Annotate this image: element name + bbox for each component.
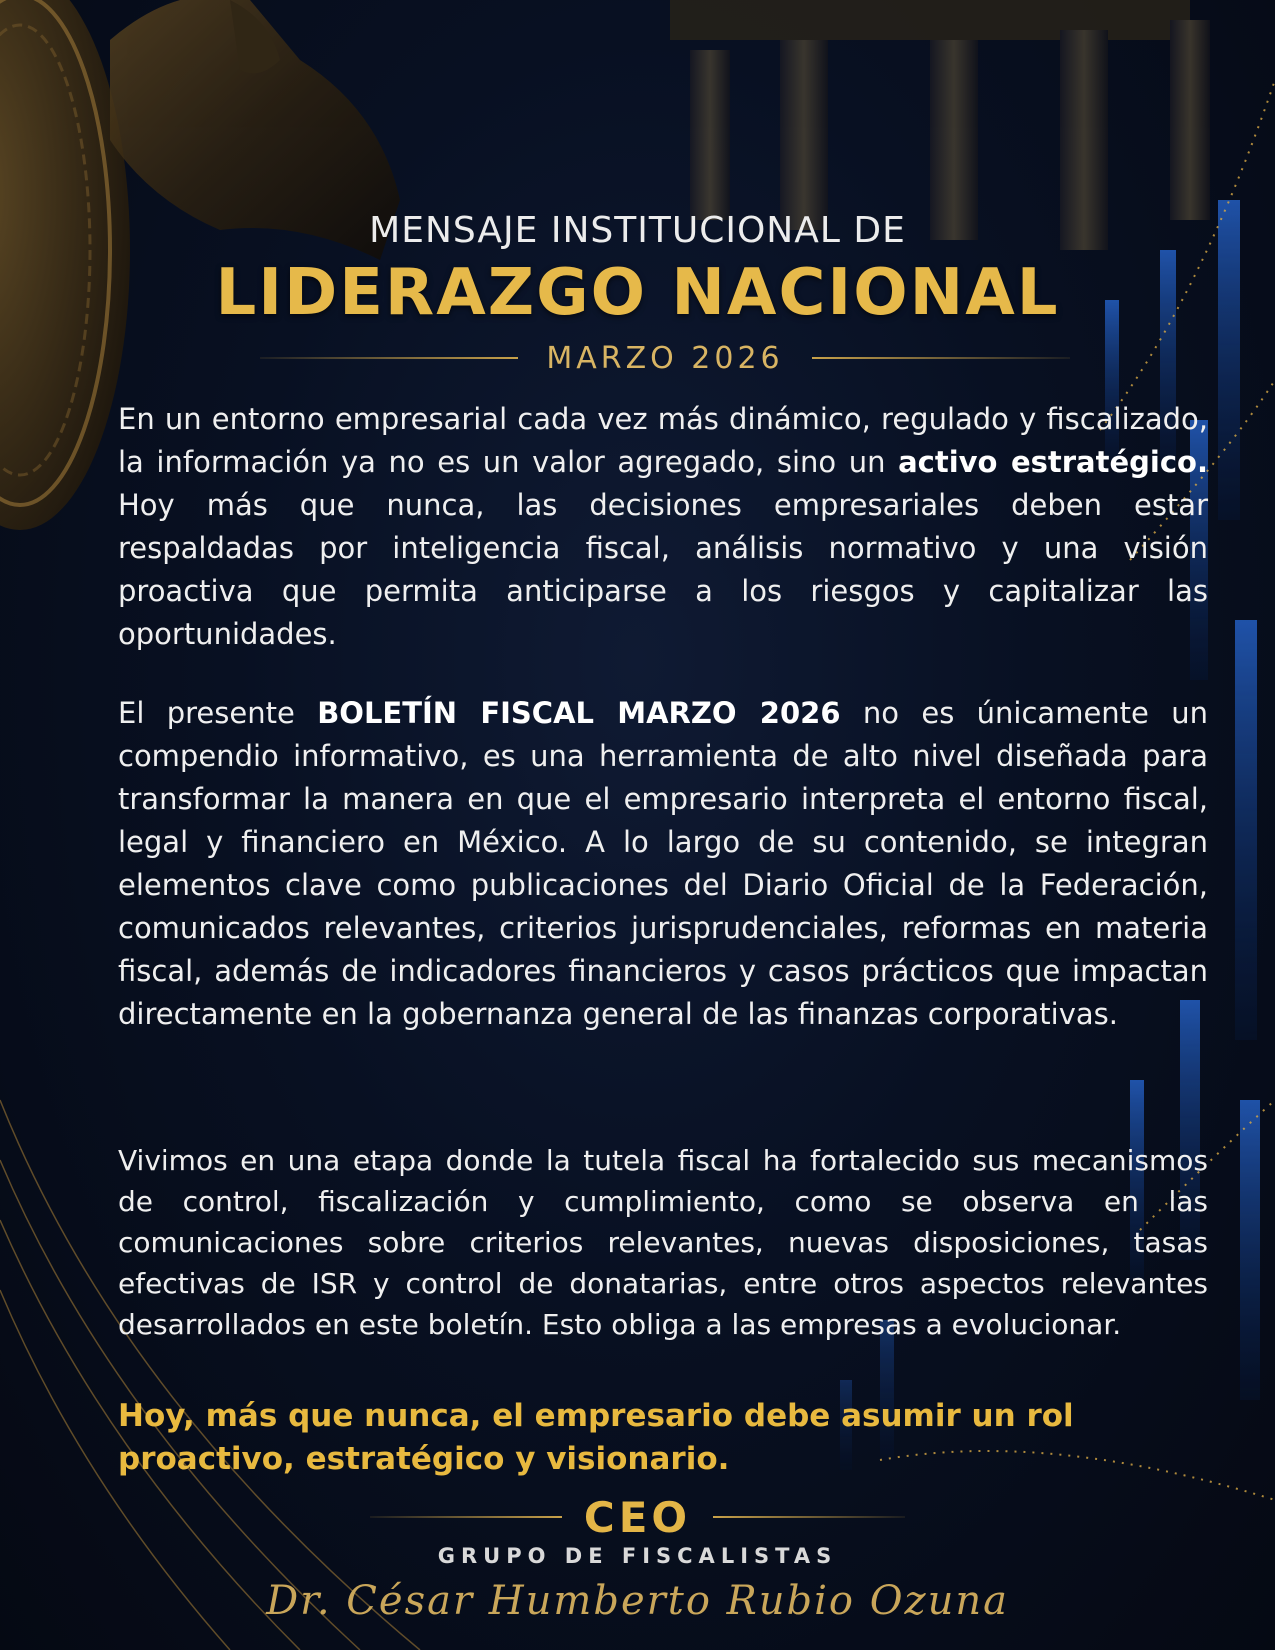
paragraph-1-text-a: En un entorno empresarial cada vez más dinámico, regulado y fiscalizado, la información ya no es un valor agregado, sino un bbox=[118, 402, 1208, 479]
organization-name: GRUPO DE FISCALISTAS bbox=[437, 1544, 838, 1568]
paragraph-2-text-b: no es únicamente un compendio informativo, es una herramienta de alto nivel diseñada para transformar la manera en que el empresario interpreta el entorno fiscal, legal y financiero en México. A lo largo de su contenido, se integran elementos clave como publicaciones del Diario Oficial de la Federación, comunicados relevantes, criterios jurisprudenciales, reformas en materia fiscal, además de indicadores financieros y casos prácticos que impactan directamente en la gobernanza general de las finanzas corporativas. bbox=[118, 696, 1208, 1031]
paragraph-1-emphasis: activo estratégico. bbox=[898, 445, 1208, 479]
ceo-line-right bbox=[713, 1516, 905, 1518]
ceo-line-left bbox=[370, 1516, 562, 1518]
issue-date: MARZO 2026 bbox=[546, 340, 784, 376]
paragraph-3: Vivimos en una etapa donde la tutela fiscal ha fortalecido sus mecanismos de control, fiscalización y cumplimiento, como se observa en las comunicaciones sobre criterios relevantes, nuevas disposiciones, tasas efectivas de ISR y control de donatarias, entre otros aspectos relevantes desarrollados en este boletín. Esto obliga a las empresas a evolucionar. bbox=[118, 1144, 1208, 1341]
highlight-callout: Hoy, más que nunca, el empresario debe asumir un rol proactivo, estratégico y visionario. bbox=[118, 1398, 1074, 1477]
date-divider bbox=[260, 338, 1070, 378]
paragraph-2-text-a: El presente bbox=[118, 696, 318, 730]
divider-line-right bbox=[812, 357, 1070, 359]
ceo-divider bbox=[370, 1492, 905, 1542]
header-kicker: MENSAJE INSTITUCIONAL DE bbox=[369, 210, 906, 251]
paragraph-2 bbox=[118, 692, 1208, 1036]
signature: Dr. César Humberto Rubio Ozuna bbox=[266, 1578, 1009, 1624]
paragraph-1 bbox=[118, 398, 1208, 656]
page-title: LIDERAZGO NACIONAL bbox=[215, 256, 1060, 330]
paragraph-2-emphasis: BOLETÍN FISCAL MARZO 2026 bbox=[317, 696, 841, 730]
ceo-role: CEO bbox=[583, 1492, 692, 1542]
paragraph-1-text-b: Hoy más que nunca, las decisiones empresariales deben estar respaldadas por inteligencia fiscal, análisis normativo y una visión proactiva que permita anticiparse a los riesgos y capitalizar las oportunidades. bbox=[118, 488, 1208, 651]
divider-line-left bbox=[260, 357, 518, 359]
